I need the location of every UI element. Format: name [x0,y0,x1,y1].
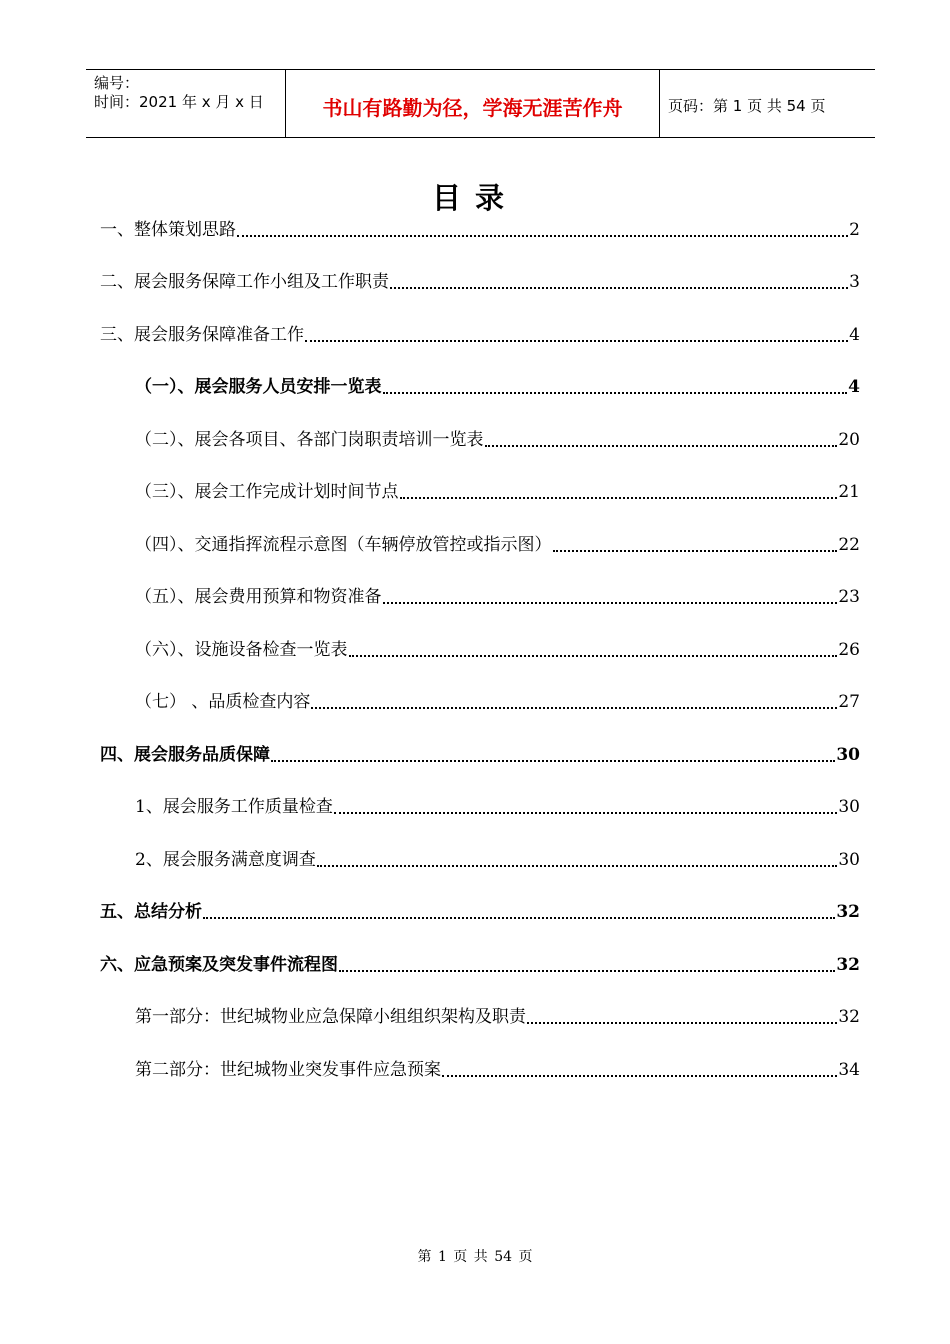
toc-entry-text: 六、应急预案及突发事件流程图 [100,955,338,975]
header-page-cell [660,70,875,137]
page-title: 目录 [431,181,518,215]
toc-leader [339,969,835,972]
toc-entry[interactable] [135,690,860,714]
toc-entry-text: 三、展会服务保障准备工作 [100,325,304,345]
toc-leader [527,1021,837,1024]
document-header [86,69,875,138]
toc-entry-page: 30 [838,797,860,817]
toc-entry[interactable] [135,638,860,662]
toc-leader [311,706,837,709]
toc-entry[interactable] [100,900,860,924]
toc-entry-text: 一、整体策划思路 [100,220,236,240]
toc-entry-text: （三）、展会工作完成计划时间节点 [135,482,399,502]
toc-entry-page: 27 [838,692,860,712]
toc-leader [442,1074,837,1077]
toc-leader [237,234,848,237]
toc-entry-text: 第一部分：世纪城物业应急保障小组组织架构及职责 [135,1007,526,1027]
toc-entry[interactable] [135,1005,860,1029]
toc-entry-page: 26 [838,640,860,660]
toc-entry-page: 20 [838,430,860,450]
number-label: 编号： [94,74,140,92]
toc-leader [383,601,838,604]
toc-entry[interactable] [100,953,860,977]
toc-entry-page: 30 [836,745,860,765]
time-label: 时间：2021 年 x 月 x 日 [94,93,264,111]
toc-entry-text: （一）、展会服务人员安排一览表 [135,377,382,397]
toc-entry-page: 32 [836,902,860,922]
page-info: 页码：第 1 页 共 54 页 [668,97,826,115]
toc-entry-page: 34 [838,1060,860,1080]
toc-entry[interactable] [100,323,860,347]
toc-leader [349,654,838,657]
motto-text: 书山有路勤为径，学海无涯苦作舟 [322,96,623,120]
toc-entry-text: 四、展会服务品质保障 [100,745,270,765]
toc-leader [553,549,838,552]
toc-entry[interactable] [135,375,860,399]
toc-leader [383,391,848,394]
toc-entry-page: 21 [838,482,860,502]
toc-entry[interactable] [135,795,860,819]
page-footer: 第 1 页 共 54 页 [417,1249,533,1265]
toc-entry-text: 第二部分：世纪城物业突发事件应急预案 [135,1060,441,1080]
toc-leader [317,864,838,867]
toc-leader [390,286,848,289]
toc-entry-page: 3 [849,272,860,292]
toc-entry-page: 32 [836,955,860,975]
header-meta-cell [86,70,286,137]
toc-leader [305,339,848,342]
toc-entry-text: （四）、交通指挥流程示意图（车辆停放管控或指示图） [135,535,552,555]
toc-entry-text: 二、展会服务保障工作小组及工作职责 [100,272,389,292]
toc-entry[interactable] [100,218,860,242]
toc-entry[interactable] [135,1058,860,1082]
toc-entry-page: 4 [848,377,860,397]
toc-entry-text: 1、展会服务工作质量检查 [135,797,333,817]
toc-entry-text: （六）、设施设备检查一览表 [135,640,348,660]
toc-entry[interactable] [135,533,860,557]
toc-entry-text: 2、展会服务满意度调查 [135,850,316,870]
toc-leader [203,916,835,919]
toc-entry-text: （二）、展会各项目、各部门岗职责培训一览表 [135,430,484,450]
toc-entry-page: 23 [838,587,860,607]
toc-entry-page: 32 [838,1007,860,1027]
toc-leader [334,811,838,814]
toc-entry-page: 22 [838,535,860,555]
toc-entry-page: 2 [849,220,860,240]
toc-leader [400,496,838,499]
header-motto-cell [286,70,660,137]
toc-entry-page: 4 [849,325,860,345]
toc-entry[interactable] [135,585,860,609]
toc-entry[interactable] [100,270,860,294]
toc-entry-text: （七） 、品质检查内容 [135,692,311,712]
toc-entry[interactable] [135,480,860,504]
toc-leader [271,759,835,762]
toc-entry-page: 30 [838,850,860,870]
toc-entry[interactable] [135,428,860,452]
toc-entry-text: 五、总结分析 [100,902,202,922]
toc-entry-text: （五）、展会费用预算和物资准备 [135,587,382,607]
toc-entry[interactable] [135,848,860,872]
toc-leader [485,444,838,447]
toc-entry[interactable] [100,743,860,767]
